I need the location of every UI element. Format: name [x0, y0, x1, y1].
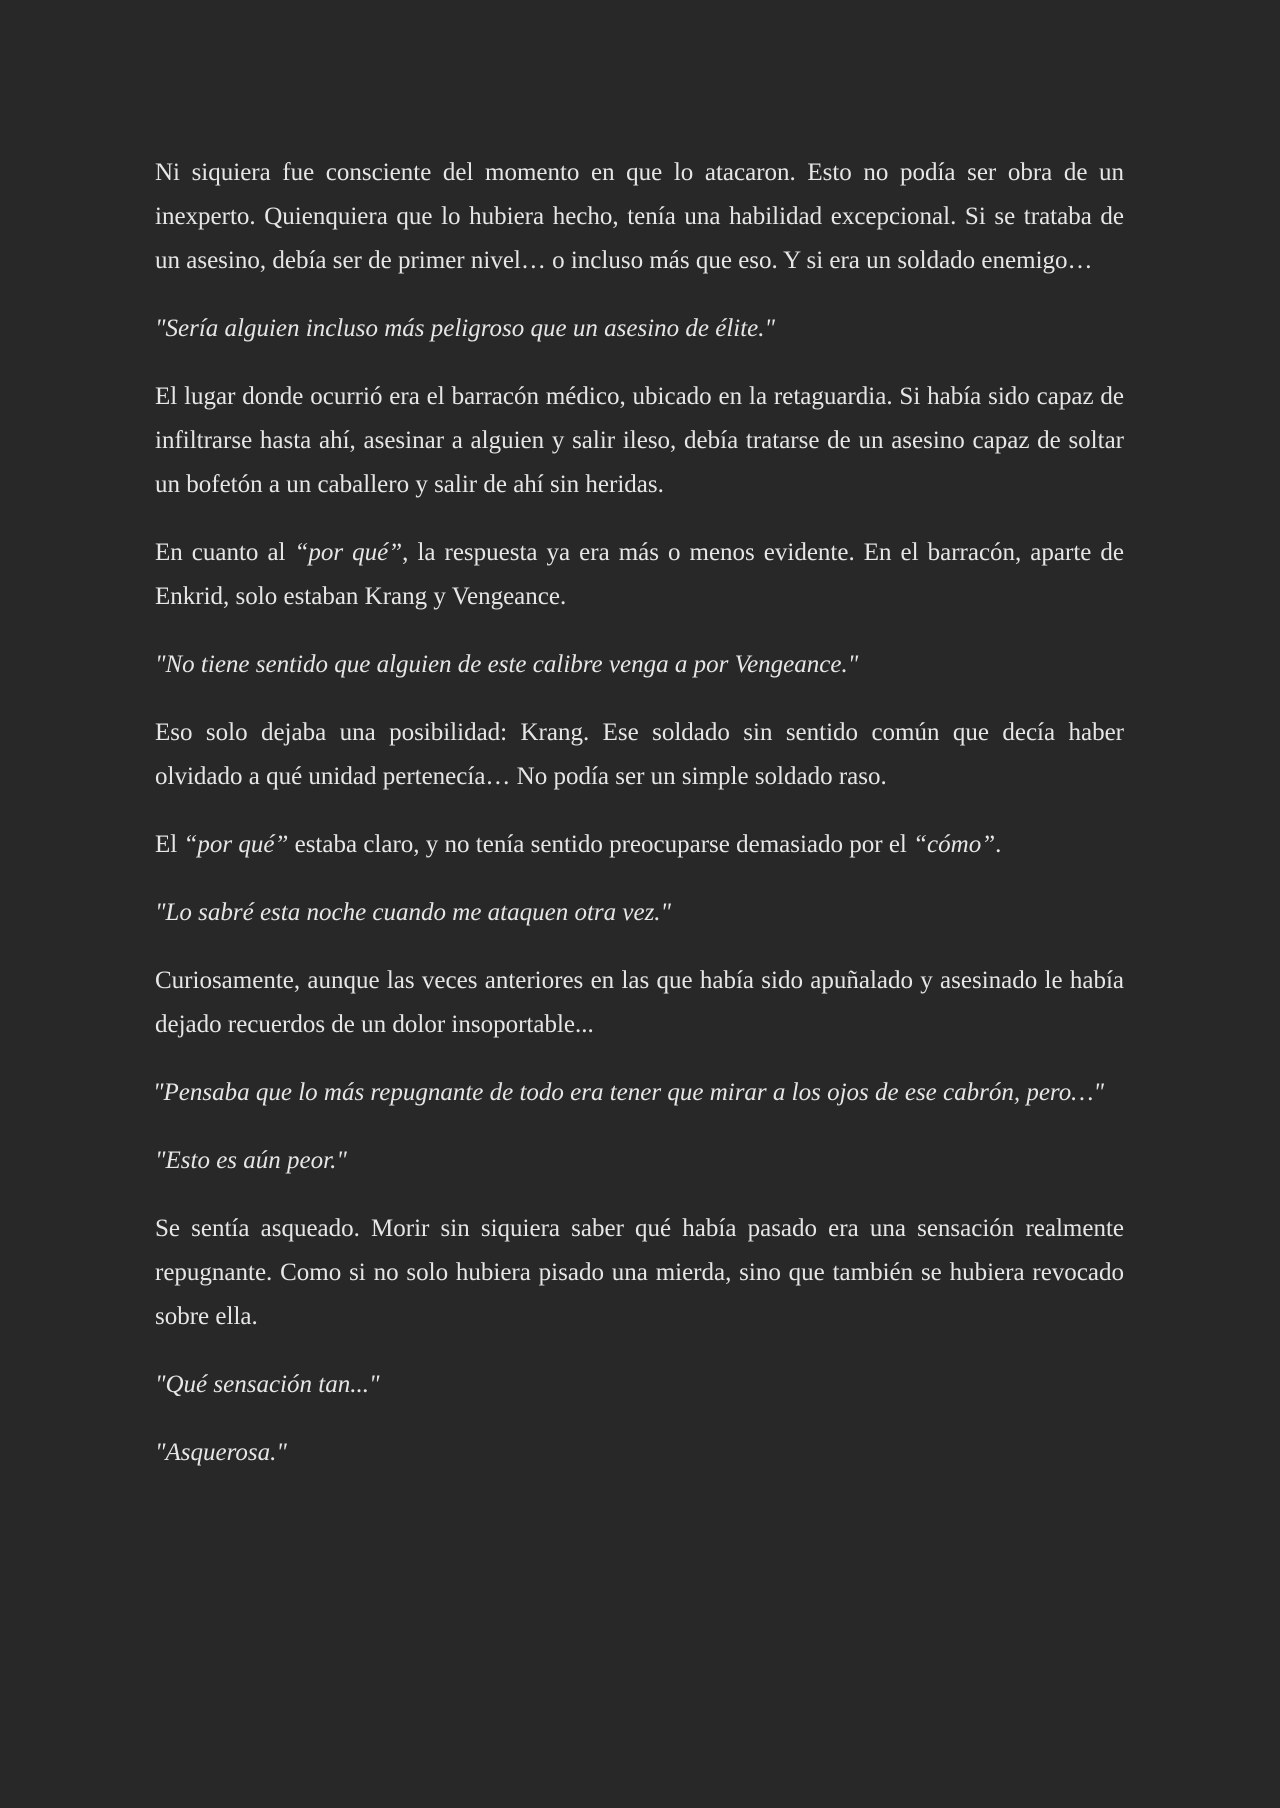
emphasis-text: “por qué” — [183, 831, 289, 858]
paragraph: Eso solo dejaba una posibilidad: Krang. Ese soldado sin sentido común que decía haber olvidado a qué unidad pertenecía… No podía ser un simple soldado raso. — [155, 719, 1124, 790]
paragraph — [155, 531, 1124, 619]
paragraph-text: En cuanto al — [155, 539, 295, 566]
inner-thought: "Pensaba que lo más repugnante de todo era tener que mirar a los ojos de ese cabrón, pero…" — [153, 1079, 1104, 1106]
paragraph-text: . — [995, 831, 1002, 858]
inner-thought: "No tiene sentido que alguien de este calibre venga a por Vengeance." — [155, 651, 859, 678]
inner-thought: "Sería alguien incluso más peligroso que un asesino de élite." — [155, 315, 775, 342]
paragraph — [155, 823, 1124, 867]
inner-thought: "Asquerosa." — [155, 1439, 287, 1466]
inner-thought: "Qué sensación tan..." — [155, 1371, 380, 1398]
paragraph-text: El — [155, 831, 184, 858]
inner-thought: "Lo sabré esta noche cuando me ataquen otra vez." — [155, 899, 672, 926]
paragraph: El lugar donde ocurrió era el barracón médico, ubicado en la retaguardia. Si había sido capaz de infiltrarse hasta ahí, asesinar a alguien y salir ileso, debía tratarse de un asesino capaz de soltar un bofetón a un caballero y salir de ahí sin heridas. — [155, 383, 1124, 498]
paragraph-text: , la respuesta ya era más o menos evidente. En el barracón, aparte de Enkrid, solo estaban Krang y Vengeance. — [155, 539, 1124, 610]
chapter-text — [155, 151, 1124, 1499]
paragraph: Ni siquiera fue consciente del momento en que lo atacaron. Esto no podía ser obra de un inexperto. Quienquiera que lo hubiera hecho, tenía una habilidad excepcional. Si se trataba de un asesino, debía ser de primer nivel… o incluso más que eso. Y si era un soldado enemigo… — [155, 159, 1124, 274]
paragraph: Curiosamente, aunque las veces anteriores en las que había sido apuñalado y asesinado le había dejado recuerdos de un dolor insoportable... — [155, 967, 1124, 1038]
paragraph: Se sentía asqueado. Morir sin siquiera saber qué había pasado era una sensación realmente repugnante. Como si no solo hubiera pisado una mierda, sino que también se hubiera revocado sobre ella. — [155, 1215, 1124, 1330]
paragraph-text: estaba claro, y no tenía sentido preocuparse demasiado por el — [288, 831, 914, 858]
inner-thought: "Esto es aún peor." — [155, 1147, 347, 1174]
emphasis-text: “cómo” — [913, 831, 996, 858]
emphasis-text: “por qué” — [294, 539, 403, 566]
